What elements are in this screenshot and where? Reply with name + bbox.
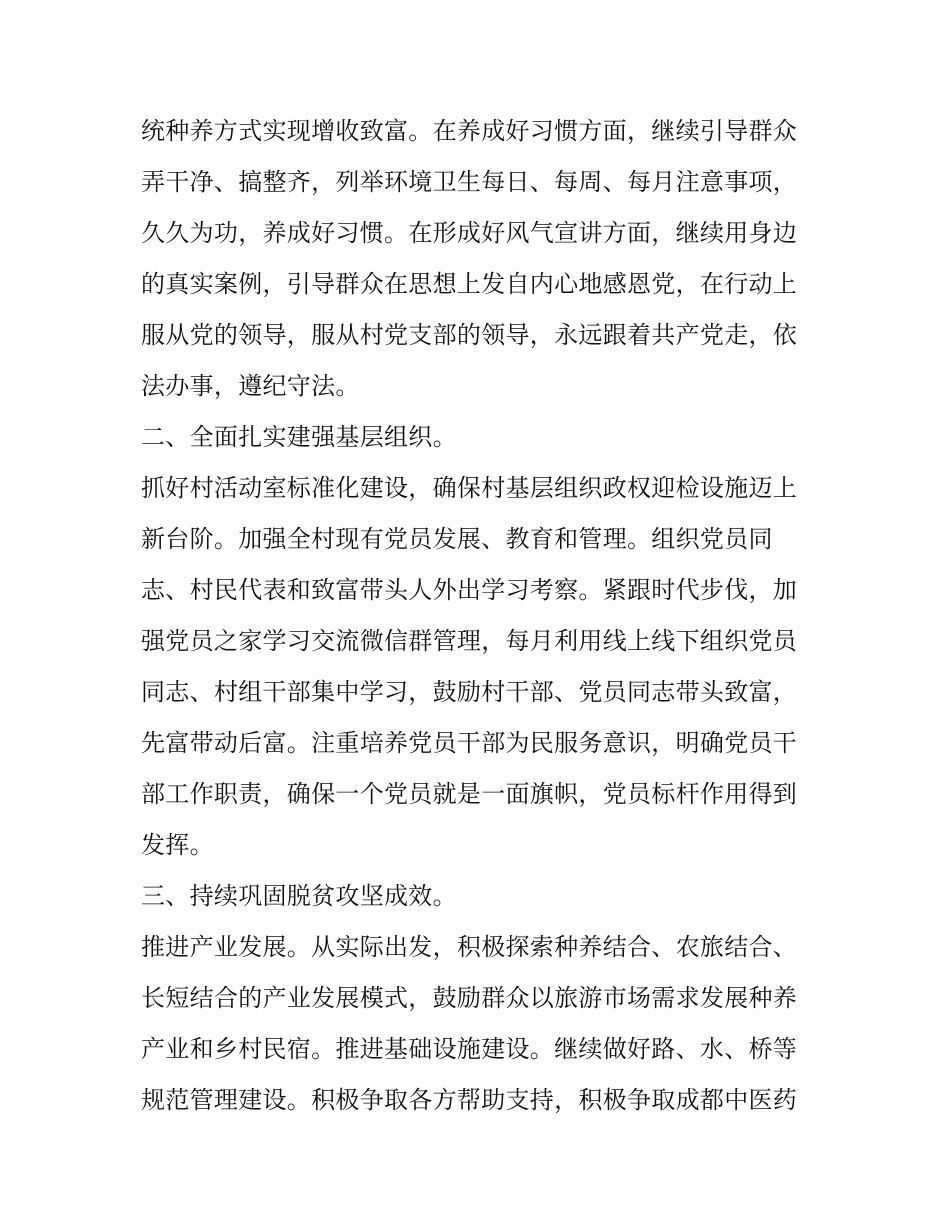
text-line: 志、村民代表和致富带头人外出学习考察。紧跟时代步伐，加 bbox=[141, 576, 798, 604]
document-body bbox=[141, 106, 821, 1126]
text-line: 先富带动后富。注重培养党员干部为民服务意识，明确党员干 bbox=[141, 729, 798, 757]
section-heading: 三、持续巩固脱贫攻坚成效。 bbox=[141, 882, 457, 910]
text-line: 服从党的领导，服从村党支部的领导，永远跟着共产党走，依 bbox=[141, 321, 798, 349]
text-line: 弄干净、搞整齐，列举环境卫生每日、每周、每月注意事项， bbox=[141, 168, 798, 196]
section-heading: 二、全面扎实建强基层组织。 bbox=[141, 423, 457, 451]
text-line: 长短结合的产业发展模式，鼓励群众以旅游市场需求发展种养 bbox=[141, 984, 798, 1012]
text-line: 发挥。 bbox=[141, 831, 214, 859]
text-line: 同志、村组干部集中学习，鼓励村干部、党员同志带头致富， bbox=[141, 678, 798, 706]
text-line: 部工作职责，确保一个党员就是一面旗帜，党员标杆作用得到 bbox=[141, 780, 798, 808]
text-line: 的真实案例，引导群众在思想上发自内心地感恩党，在行动上 bbox=[141, 270, 798, 298]
text-line: 抓好村活动室标准化建设，确保村基层组织政权迎检设施迈上 bbox=[141, 474, 798, 502]
text-line: 法办事，遵纪守法。 bbox=[141, 372, 360, 400]
text-line: 产业和乡村民宿。推进基础设施建设。继续做好路、水、桥等 bbox=[141, 1035, 798, 1063]
text-line: 新台阶。加强全村现有党员发展、教育和管理。组织党员同 bbox=[141, 525, 773, 553]
text-line: 强党员之家学习交流微信群管理，每月利用线上线下组织党员 bbox=[141, 627, 798, 655]
text-line: 统种养方式实现增收致富。在养成好习惯方面，继续引导群众 bbox=[141, 117, 798, 145]
text-line: 规范管理建设。积极争取各方帮助支持，积极争取成都中医药 bbox=[141, 1086, 798, 1114]
text-line: 久久为功，养成好习惯。在形成好风气宣讲方面，继续用身边 bbox=[141, 219, 798, 247]
text-line: 推进产业发展。从实际出发，积极探索种养结合、农旅结合、 bbox=[141, 933, 798, 961]
